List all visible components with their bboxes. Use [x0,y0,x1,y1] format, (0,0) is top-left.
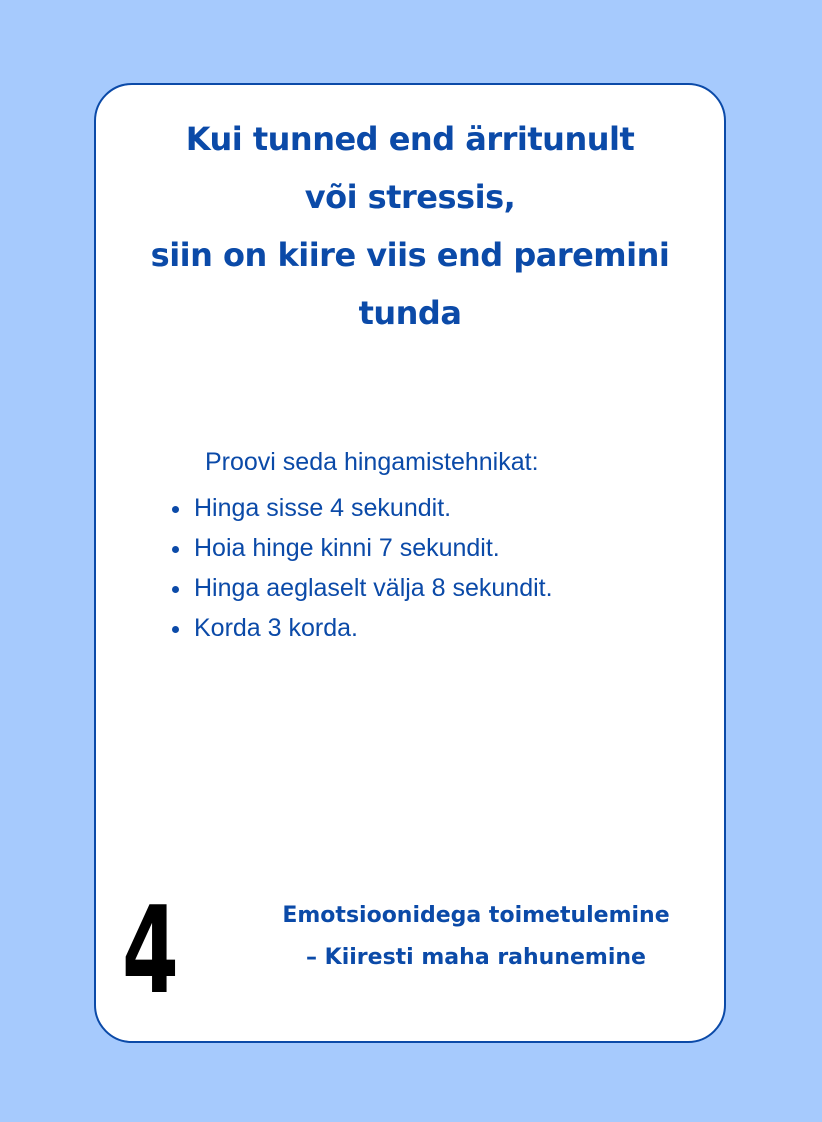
step-item: Korda 3 korda. [166,608,686,648]
card-title-line: Kui tunned end ärritunult [185,120,635,158]
info-card [94,83,726,1043]
card-title [116,110,704,342]
instructions-intro: Proovi seda hingamistehnikat: [205,448,539,476]
card-category [241,895,711,979]
breathing-instructions [166,440,686,648]
card-category-line: – Kiiresti maha rahunemine [306,945,646,970]
step-item: Hinga aeglaselt välja 8 sekundit. [166,568,686,608]
step-item: Hoia hinge kinni 7 sekundit. [166,528,686,568]
card-title-line: või stressis, [304,178,516,216]
card-number: 4 [122,882,179,1021]
step-item: Hinga sisse 4 sekundit. [166,488,686,528]
card-title-line: tunda [358,294,462,332]
card-title-line: siin on kiire viis end paremini [150,236,670,274]
card-category-line: Emotsioonidega toimetulemine [282,903,670,928]
steps-list [166,488,686,648]
